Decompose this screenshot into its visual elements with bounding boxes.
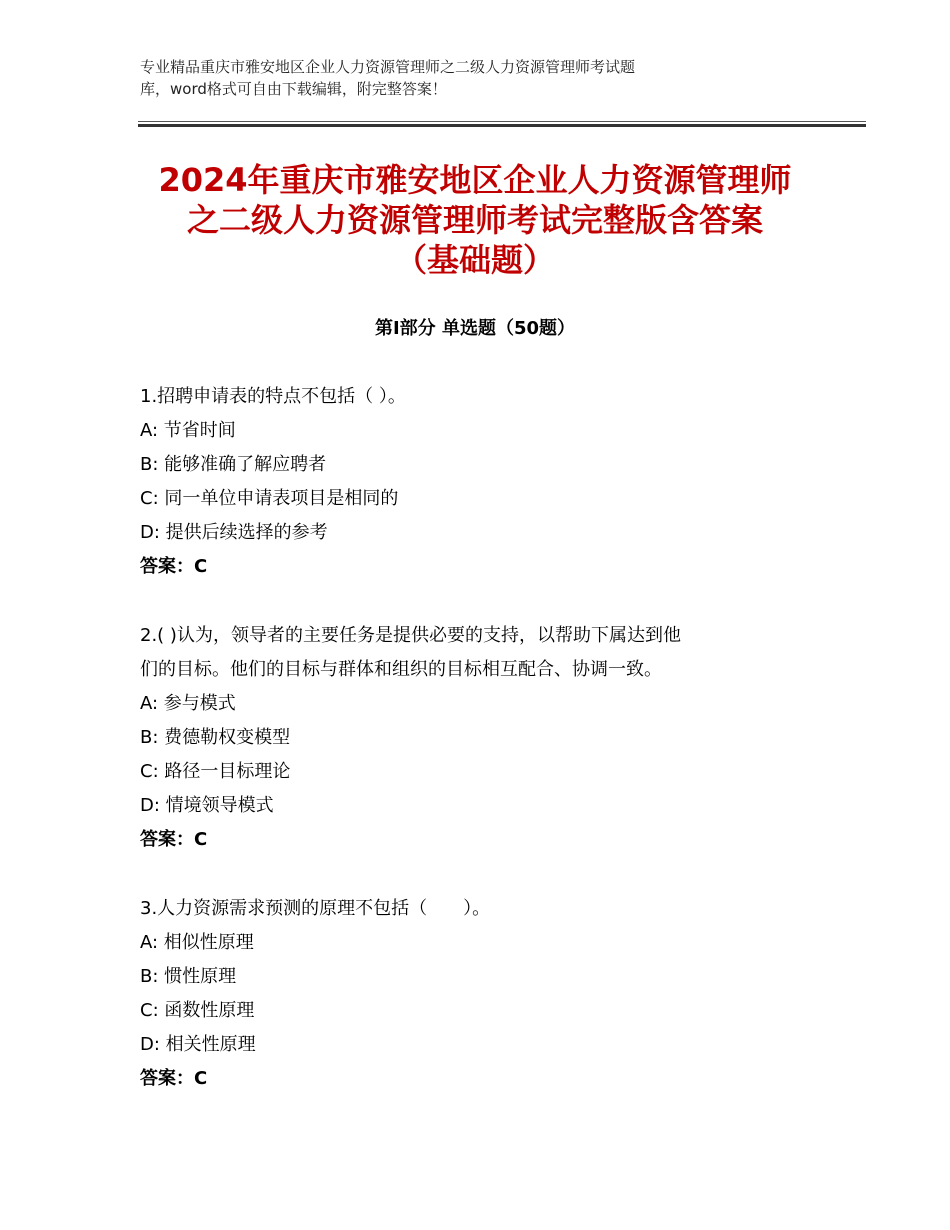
- option-c: C: 函数性原理: [140, 1000, 255, 1021]
- header-note-line-1: 专业精品重庆市雅安地区企业人力资源管理师之二级人力资源管理师考试题: [140, 58, 636, 76]
- option-a: A: 参与模式: [140, 693, 236, 714]
- header-divider-thin: [138, 121, 866, 122]
- question-stem: 3.人力资源需求预测的原理不包括（ ）。: [140, 898, 491, 919]
- answer: 答案：C: [140, 556, 208, 577]
- section-title: 第Ⅰ部分 单选题（50题）: [374, 318, 575, 339]
- answer: 答案：C: [140, 1068, 208, 1089]
- option-a: A: 相似性原理: [140, 932, 254, 953]
- option-b: B: 惯性原理: [140, 966, 237, 987]
- option-b: B: 能够准确了解应聘者: [140, 454, 327, 475]
- option-c: C: 路径一目标理论: [140, 761, 291, 782]
- header-note-line-2: 库，word格式可自由下载编辑，附完整答案！: [140, 80, 447, 98]
- option-d: D: 相关性原理: [140, 1034, 256, 1055]
- document-title-line-1: 2024年重庆市雅安地区企业人力资源管理师: [158, 161, 792, 199]
- document-title: [100, 160, 850, 280]
- question-stem: 1.招聘申请表的特点不包括（ ）。: [140, 386, 406, 407]
- question-3: [140, 892, 840, 1096]
- document-title-line-2: 之二级人力资源管理师考试完整版含答案: [186, 201, 763, 239]
- option-c: C: 同一单位申请表项目是相同的: [140, 488, 399, 509]
- document-title-line-3: （基础题）: [394, 241, 555, 279]
- option-d: D: 提供后续选择的参考: [140, 522, 328, 543]
- question-stem-line-1: 2.( )认为，领导者的主要任务是提供必要的支持，以帮助下属达到他: [140, 625, 681, 646]
- question-1: [140, 380, 840, 584]
- option-b: B: 费德勒权变模型: [140, 727, 291, 748]
- answer: 答案：C: [140, 829, 208, 850]
- header-note: [140, 56, 780, 100]
- option-d: D: 情境领导模式: [140, 795, 274, 816]
- question-2: [140, 619, 840, 857]
- header-divider-thick: [138, 124, 866, 127]
- question-stem-line-2: 们的目标。他们的目标与群体和组织的目标相互配合、协调一致。: [140, 659, 662, 680]
- option-a: A: 节省时间: [140, 420, 236, 441]
